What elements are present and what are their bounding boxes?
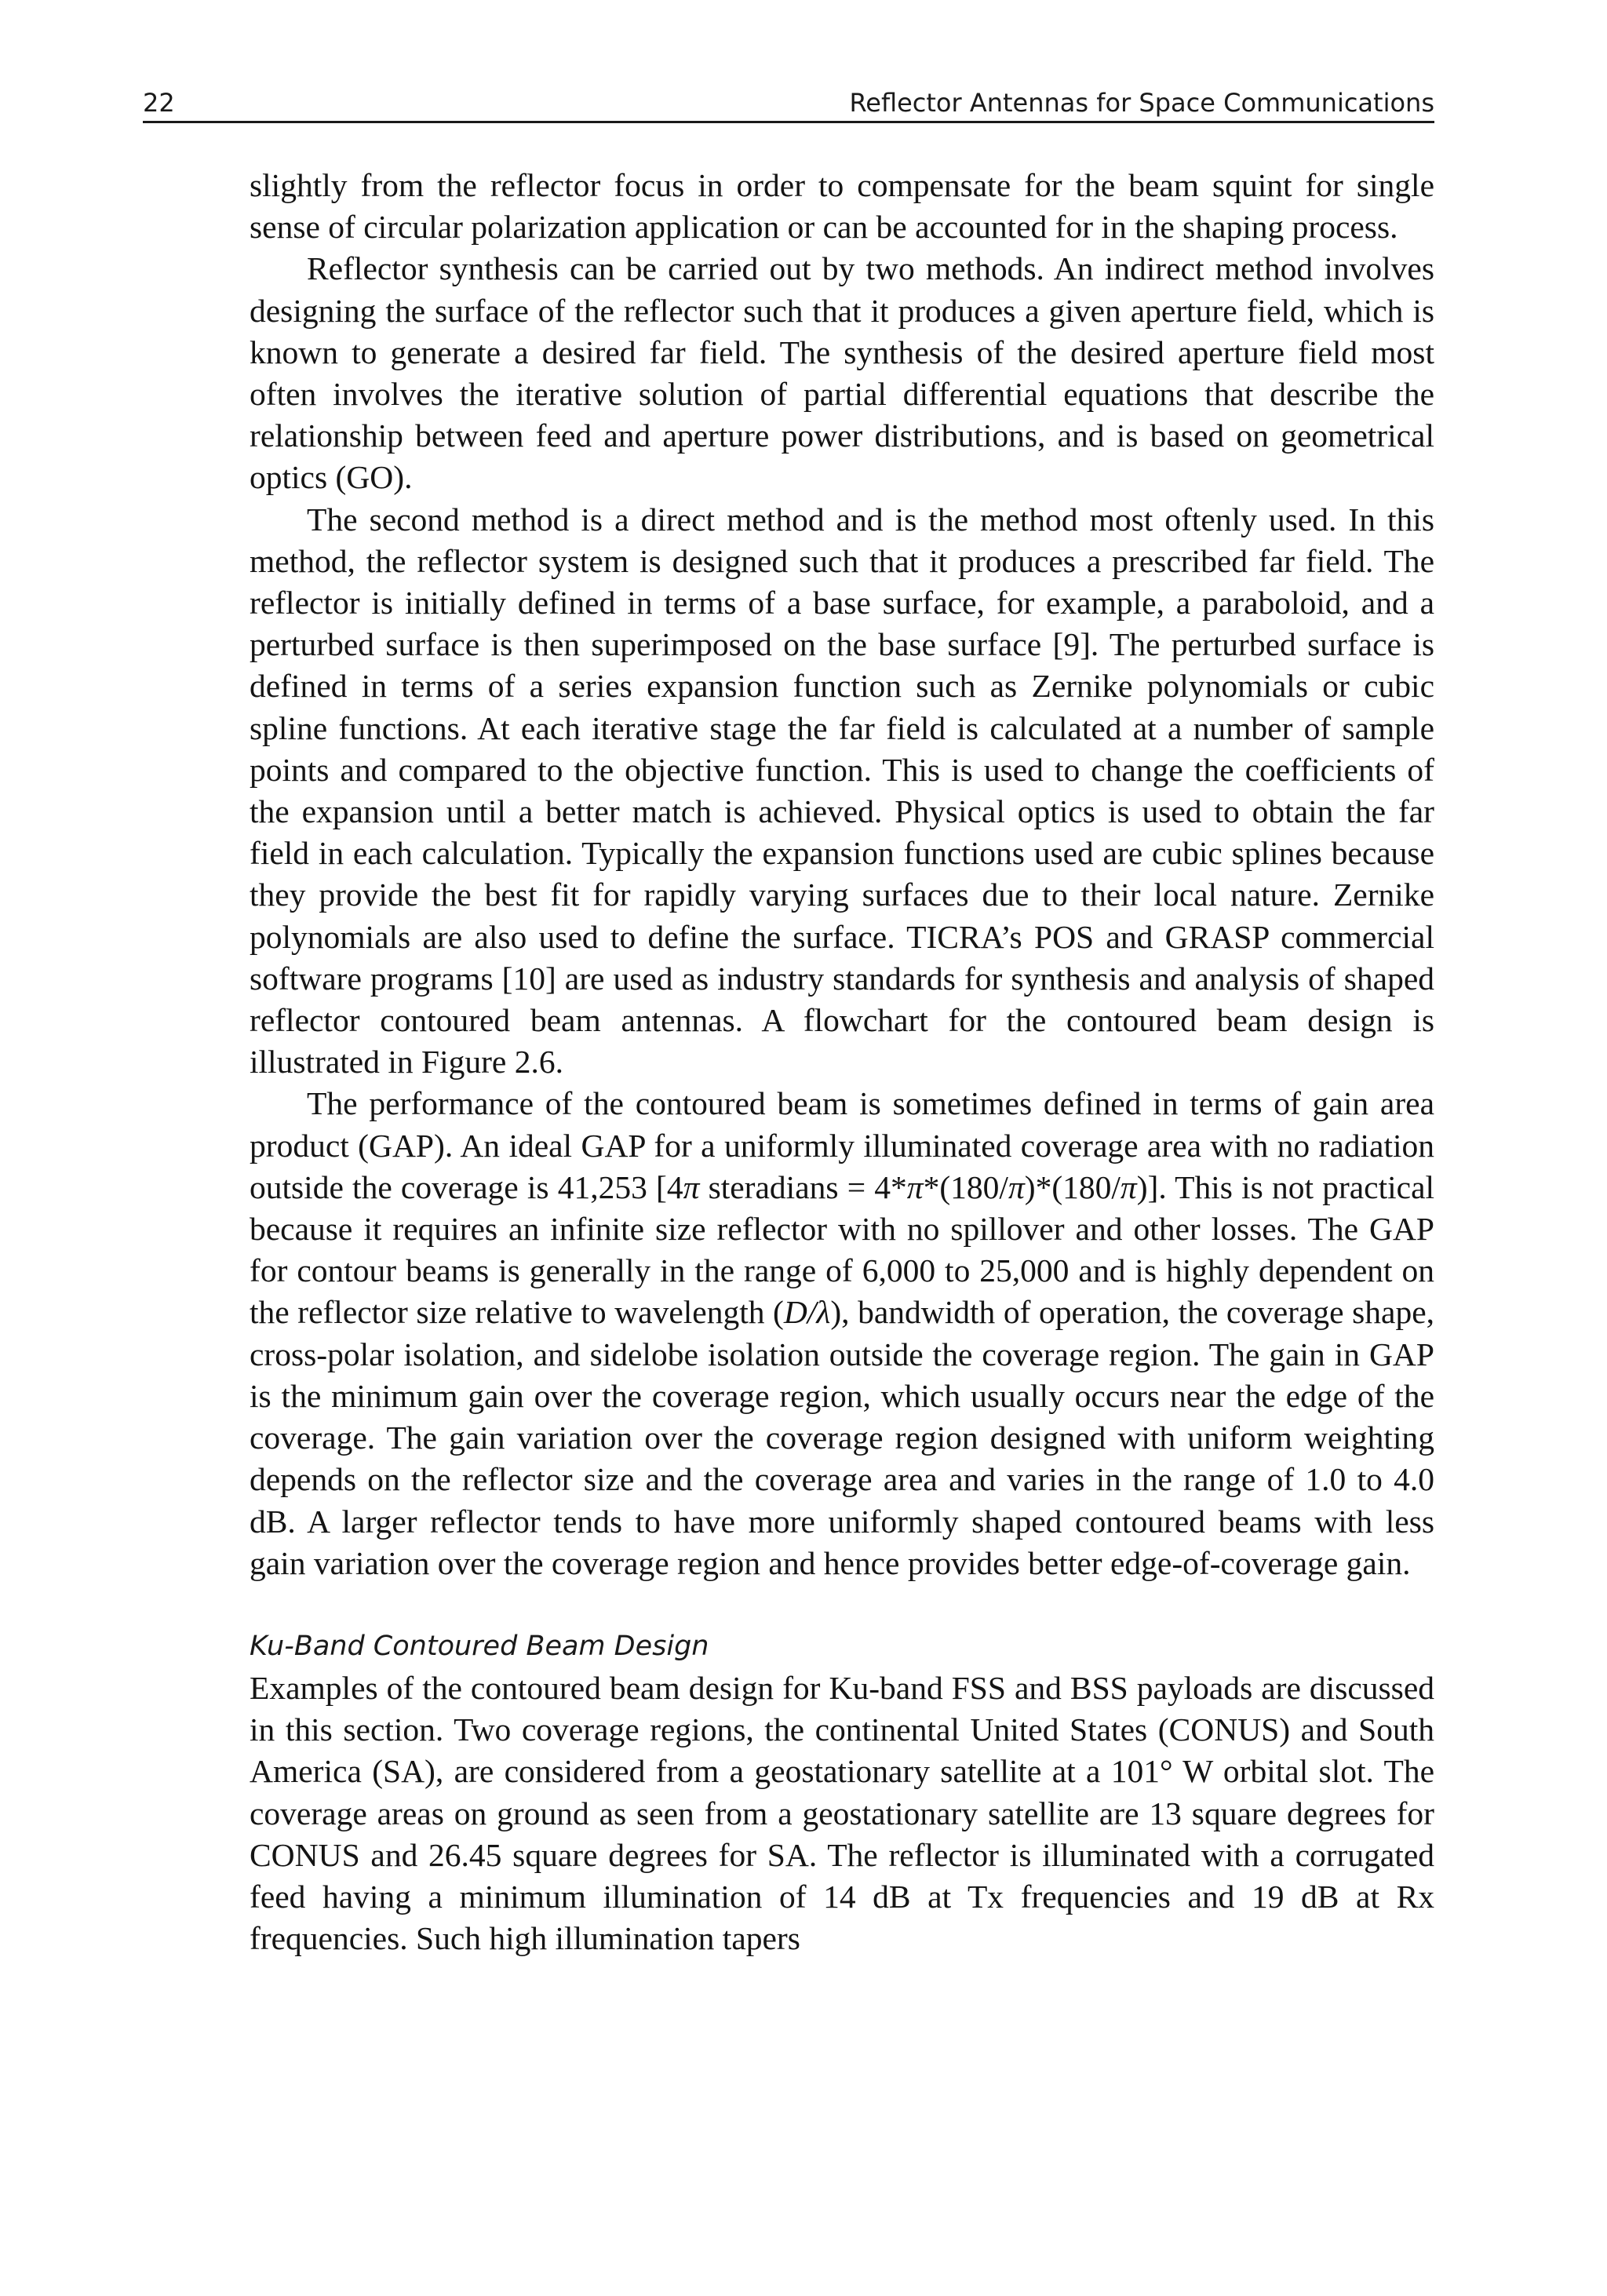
running-header bbox=[143, 85, 1434, 123]
paragraph-synthesis-methods: Reflector synthesis can be carried out by two methods. An indirect method involves designing the surface of the reflector such that it produces a given aperture field, which is known to generate a desired far field. The synthesis of the desired aperture field most often involves the iterative solution of partial differential equations that describe the relationship between feed and aperture power distributions, and is based on geometrical optics (GO). bbox=[250, 250, 1434, 496]
book-title: Reflector Antennas for Space Communications bbox=[849, 88, 1434, 118]
paragraph-direct-method: The second method is a direct method and is the method most oftenly used. In this method, the reflector system is designed such that it produces a prescribed far field. The reflector is initially defined in terms of a base surface, for example, a paraboloid, and a perturbed surface is then superimposed on the base surface [9]. The perturbed surface is defined in terms of a series expansion function such as Zernike polynomials or cubic spline functions. At each iterative stage the far field is calculated at a number of sample points and compared to the objective function. This is used to change the coefficients of the expansion until a better match is achieved. Physical optics is used to obtain the far field in each calculation. Typically the expansion functions used are cubic splines because they provide the best fit for rapidly varying surfaces due to their local nature. Zernike polynomials are also used to define the surface. TICRA’s POS and GRASP commercial software programs [10] are used as industry standards for synthesis and analysis of shaped reflector contoured beam antennas. A flowchart for the contoured beam design is illustrated in Figure 2.6. bbox=[250, 501, 1434, 1081]
paragraph-continued: slightly from the reflector focus in order to compensate for the beam squint for single sense of circular polarization application or can be accounted for in the shaping process. bbox=[250, 167, 1434, 246]
gap-text-3: *(180/ bbox=[923, 1168, 1008, 1205]
paragraph-gain-area-product bbox=[250, 1083, 1434, 1584]
d-lambda-ratio: D/λ bbox=[783, 1294, 831, 1331]
gap-text-4: )*(180/ bbox=[1024, 1168, 1121, 1205]
paragraph-ku-band: Examples of the contoured beam design for Ku-band FSS and BSS payloads are discussed in this section. Two coverage regions, the continental United States (CONUS) and South America (SA), are considered from a geostationary satellite at a 101° W orbital slot. The coverage areas on ground as seen from a geostationary satellite are 13 square degrees for CONUS and 26.45 square degrees for SA. The reflector is illuminated with a corrugated feed having a minimum illumination of 14 dB at Tx frequencies and 19 dB at Rx frequencies. Such high illumination tapers bbox=[250, 1669, 1434, 1957]
pi-symbol: π bbox=[906, 1168, 924, 1205]
gap-text-1: The performance of the contoured beam is sometimes defined in terms of gain area product (GAP). An ideal GAP for a uniformly illuminated coverage area with no radiation outside the coverage is 41,253 [4 bbox=[250, 1085, 1434, 1205]
pi-symbol: π bbox=[1120, 1168, 1137, 1205]
gap-text-5: )]. This is not practical because it requires an infinite size reflector with no spillover and other losses. The GAP for contour beams is generally in the range of 6,000 to 25,000 and is highly dependent on the reflector size relative to wavelength ( bbox=[250, 1168, 1435, 1331]
gap-text-2: steradians = 4* bbox=[699, 1168, 907, 1205]
body-text bbox=[250, 165, 1434, 1959]
pi-symbol: π bbox=[683, 1168, 700, 1205]
page-number: 22 bbox=[143, 88, 175, 118]
pi-symbol: π bbox=[1008, 1168, 1025, 1205]
gap-text-6: ), bandwidth of operation, the coverage shape, cross-polar isolation, and sidelobe isolation outside the coverage region. The gain in GAP is the minimum gain over the coverage region, which usually occurs near the edge of the coverage. The gain variation over the coverage region designed with uniform weighting depends on the reflector size and the coverage area and varies in the range of 1.0 to 4.0 dB. A larger reflector tends to have more uniformly shaped contoured beams with less gain variation over the coverage region and hence provides better edge-of-coverage gain. bbox=[250, 1294, 1435, 1581]
section-heading: Ku-Band Contoured Beam Design bbox=[250, 1630, 709, 1662]
